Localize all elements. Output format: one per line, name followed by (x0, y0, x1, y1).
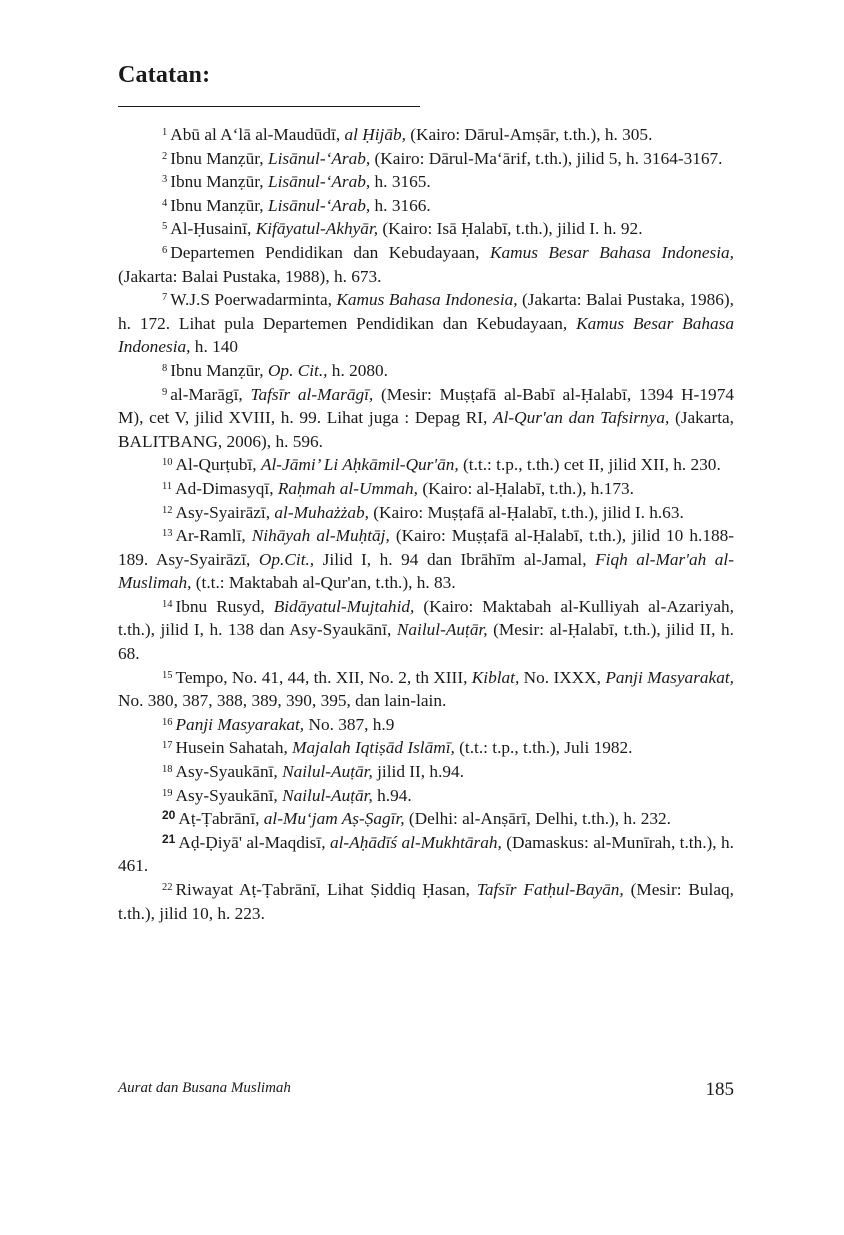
footnote-text: Ibnu Manẓūr, (170, 148, 268, 168)
footnote-text: Departemen Pendidikan dan Kebudayaan, (170, 242, 490, 262)
footnote-text: No. 387, h.9 (304, 714, 395, 734)
heading-rule (118, 106, 420, 107)
footnote-work-title: al-Aḥādīś al-Mukhtārah, (329, 832, 502, 852)
footnote-text: (t.t.: Maktabah al-Qur'an, t.th.), h. 83. (191, 573, 456, 593)
footnote-text: h. 3166. (370, 195, 431, 215)
footnote-work-title: Panji Masyarakat, (605, 667, 734, 687)
footnote-number: 6 (162, 244, 168, 256)
footnote-work-title: Al-Jāmi’ Li Aḥkāmil-Qur'ān, (260, 455, 459, 475)
footnote-text: (Jakarta: Balai Pustaka, 1988), h. 673. (118, 266, 382, 286)
footnote-text: h. 3165. (370, 172, 431, 192)
footnote-number: 12 (162, 504, 173, 516)
footnote-work-title: Bidāyatul-Mujtahid, (273, 596, 415, 616)
running-footer-title: Aurat dan Busana Muslimah (118, 1080, 291, 1096)
footnote-text: Tempo, No. 41, 44, th. XII, No. 2, th XIII, (175, 667, 472, 687)
footnote-work-title: Lisānul-‘Arab, (267, 195, 371, 215)
footnote-work-title: Op.Cit., (258, 549, 315, 569)
footnote-text: (Kairo: Maktabah al-Kulliyah al-Azariyah, t.th.), jilid I, h. 138 dan Asy-Syaukānī, (118, 596, 734, 640)
footnote-work-title: Fiqh al-Mar'ah al-Muslimah, (118, 549, 734, 593)
footnote-text: Asy-Syaukānī, (175, 762, 283, 782)
footnote-number: 22 (162, 882, 173, 893)
footnote-text: Ibnu Manẓūr, (170, 360, 268, 380)
footnote-5 (118, 217, 734, 241)
footnote-6 (118, 241, 734, 288)
footnote-17 (118, 736, 734, 760)
footnote-text: (Mesir: Muṣṭafā al-Babī al-Ḥalabī, 1394 H-1974 M), cet V, jilid XVIII, h. 99. Lihat juga : Depag RI, (118, 384, 734, 428)
footnote-8 (118, 359, 734, 383)
page-number: 185 (705, 1079, 734, 1100)
footnote-text: Ibnu Rusyd, (175, 596, 274, 616)
footnote-text: (Delhi: al-Anṣārī, Delhi, t.th.), h. 232. (404, 809, 671, 829)
footnote-work-title: Op. Cit., (267, 360, 328, 380)
footnote-number: 19 (162, 787, 173, 799)
footnote-work-title: Majalah Iqtiṣād Islāmī, (292, 738, 455, 758)
footnote-text: Abū al A‘lā al-Maudūdī, (170, 125, 345, 144)
footnote-text: Ibnu Manẓūr, (170, 172, 268, 192)
footnote-text: (Kairo: Muṣṭafā al-Ḥalabī, t.th.), jilid I. h.63. (368, 502, 684, 522)
footnote-work-title: Kamus Bahasa Indonesia, (336, 290, 518, 310)
footnote-work-title: Al-Qur'an dan Tafsirnya, (493, 408, 670, 428)
footnote-16 (118, 713, 734, 737)
footnote-number: 21 (162, 831, 176, 846)
footnote-work-title: Kiblat, (471, 667, 520, 687)
footnote-22 (118, 878, 734, 925)
footnote-2 (118, 147, 734, 171)
footnote-number: 13 (162, 528, 173, 540)
footnote-work-title: al-Muhażżab, (274, 502, 369, 522)
footnote-work-title: Nailul-Auṭār, (282, 762, 373, 782)
footnote-number: 2 (162, 150, 168, 162)
footnotes-list (118, 123, 734, 925)
footnote-7 (118, 288, 734, 359)
footnote-text: (Jakarta: Balai Pustaka, 1986), h. 172. Lihat pula Departemen Pendidikan dan Kebudayaan, (118, 290, 734, 333)
footnote-work-title: al-Mu‘jam Aṣ-Ṣagīr, (263, 809, 405, 829)
footnote-text: jilid II, h.94. (372, 762, 464, 782)
footnote-number: 16 (162, 716, 173, 728)
footnote-text: Ad-Dimasyqī, (175, 478, 278, 498)
footnote-text: (Mesir: al-Ḥalabī, t.th.), jilid II, h. 68. (118, 620, 734, 664)
footnote-work-title: Lisānul-‘Arab, (267, 148, 371, 168)
footnote-number: 5 (162, 221, 168, 233)
footnote-text: Ibnu Manẓūr, (170, 195, 268, 215)
footnote-text: (Kairo: Muṣṭafā al-Ḥalabī, t.th.), jilid 10 h.188-189. Asy-Syairāzī, (118, 526, 734, 569)
footnote-10 (118, 453, 734, 477)
footnote-work-title: Tafsīr al-Marāgī, (250, 384, 374, 404)
footnote-13 (118, 524, 734, 595)
footnote-21 (118, 831, 734, 878)
notes-heading: Catatan: (118, 62, 211, 88)
footnote-text: No. IXXX, (519, 667, 606, 687)
footnote-4 (118, 194, 734, 218)
footnote-text: W.J.S Poerwadarminta, (170, 290, 337, 310)
footnote-number: 11 (162, 480, 173, 492)
footnote-number: 15 (162, 669, 173, 681)
footnote-text: (Kairo: Dārul-Amṣār, t.th.), h. 305. (405, 125, 653, 144)
footnote-number: 3 (162, 174, 168, 186)
footnote-9 (118, 383, 734, 454)
footnote-work-title: Kamus Besar Bahasa Indonesia, (489, 242, 734, 262)
footnote-number: 4 (162, 197, 168, 209)
footnote-text: Jilid I, h. 94 dan Ibrāhīm al-Jamal, (314, 549, 596, 569)
footnote-text: Aḍ-Ḍiyā' al-Maqdisī, (178, 832, 330, 852)
footnote-15 (118, 666, 734, 713)
footnote-number: 1 (162, 127, 168, 138)
footnote-text: Asy-Syaukānī, (175, 785, 283, 805)
footnote-number: 10 (162, 457, 173, 469)
footnote-text: h.94. (372, 785, 412, 805)
footnote-number: 20 (162, 808, 176, 823)
footnote-text: h. 2080. (327, 360, 388, 380)
footnote-20 (118, 807, 734, 831)
footnote-work-title: Raḥmah al-Ummah, (277, 478, 419, 498)
footnote-work-title: Nailul-Auṭār, (396, 620, 488, 640)
footnote-18 (118, 760, 734, 784)
footnote-text: Aṭ-Ṭabrānī, (178, 809, 264, 829)
footnote-work-title: Nailul-Auṭār, (282, 785, 373, 805)
footnote-text: Husein Sahatah, (175, 738, 293, 758)
footnote-text: h. 140 (190, 337, 239, 357)
footnote-text: (Jakarta, BALITBANG, 2006), h. 596. (118, 408, 734, 451)
footnote-text: (Mesir: Bulaq, t.th.), jilid 10, h. 223. (118, 880, 734, 923)
footnote-text: Al-Ḥusainī, (170, 219, 256, 239)
footnote-work-title: Kifāyatul-Akhyār, (255, 219, 379, 239)
footnote-work-title: Nihāyah al-Muḥtāj, (251, 526, 390, 546)
footnote-number: 8 (162, 362, 168, 374)
footnote-number: 9 (162, 386, 168, 398)
footnote-number: 18 (162, 764, 173, 776)
footnote-14 (118, 595, 734, 666)
footnote-text: (Damaskus: al-Munīrah, t.th.), h. 461. (118, 832, 734, 876)
footnote-work-title: al Ḥijāb, (344, 125, 406, 144)
footnote-number: 14 (162, 598, 173, 610)
footnote-text: (t.t.: t.p., t.th.) cet II, jilid XII, h. 230. (458, 455, 721, 475)
footnote-text: (Kairo: Isā Ḥalabī, t.th.), jilid I. h. 92. (378, 219, 643, 239)
footnote-11 (118, 477, 734, 501)
footnote-text: Ar-Ramlī, (175, 526, 252, 546)
footnote-text: Asy-Syairāzī, (175, 502, 275, 522)
footnote-number: 17 (162, 740, 173, 752)
footnote-text: Riwayat Aṭ-Ṭabrānī, Lihat Ṣiddiq Ḥasan, (175, 880, 477, 899)
footnote-work-title: Kamus Besar Bahasa Indonesia, (118, 313, 734, 357)
footnote-12 (118, 501, 734, 525)
footnote-text: al-Marāgī, (170, 384, 251, 404)
footnote-19 (118, 784, 734, 808)
footnote-text: Al-Qurṭubī, (175, 455, 261, 475)
footnote-3 (118, 170, 734, 194)
footnote-text: No. 380, 387, 388, 389, 390, 395, dan lain-lain. (118, 691, 447, 711)
footnote-work-title: Tafsīr Fatḥul-Bayān, (476, 880, 624, 899)
footnote-text: (Kairo: Dārul-Ma‘ārif, t.th.), jilid 5, h. 3164-3167. (370, 148, 723, 168)
footnote-text: (t.t.: t.p., t.th.), Juli 1982. (454, 738, 633, 758)
footnote-number: 7 (162, 292, 168, 304)
footnote-work-title: Panji Masyarakat, (175, 714, 305, 734)
footnote-1 (118, 123, 734, 147)
footnote-work-title: Lisānul-‘Arab, (267, 172, 371, 192)
footnote-text: (Kairo: al-Ḥalabī, t.th.), h.173. (418, 478, 634, 498)
